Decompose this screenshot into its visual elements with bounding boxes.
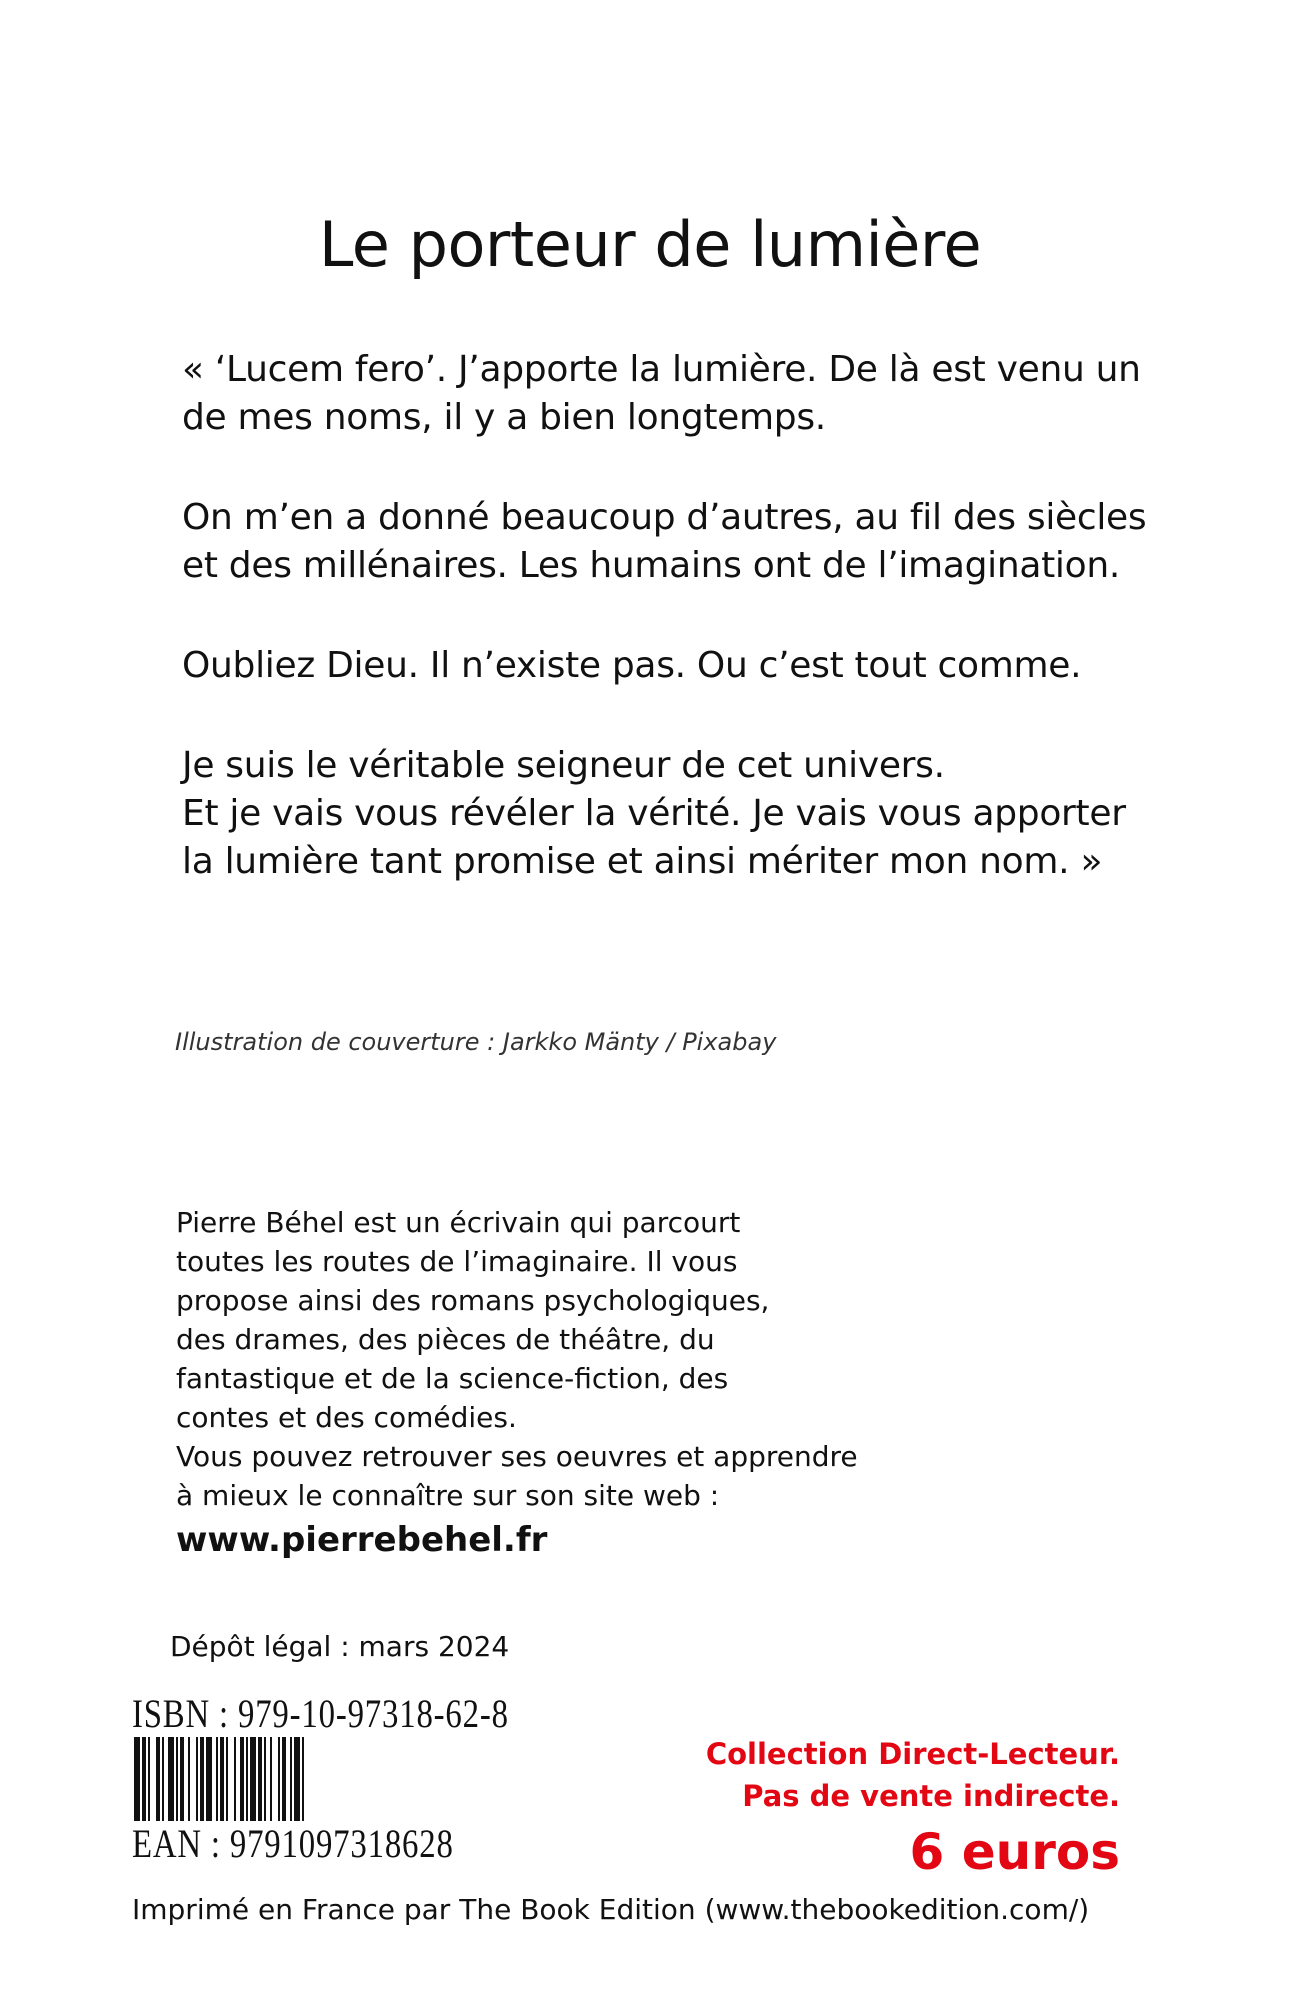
bio-line: à mieux le connaître sur son site web :: [176, 1479, 720, 1512]
printer-notice: Imprimé en France par The Book Edition (www.thebookedition.com/): [132, 1893, 1090, 1926]
blurb-line: et des millénaires. Les humains ont de l’imagination.: [182, 545, 1121, 586]
book-title: Le porteur de lumière: [318, 208, 982, 281]
blurb-line: « ‘Lucem fero’. J’apporte la lumière. De là est venu un: [182, 349, 1141, 390]
bio-line: Vous pouvez retrouver ses oeuvres et apprendre: [176, 1440, 858, 1473]
blurb-line: la lumière tant promise et ainsi mériter mon nom. »: [182, 841, 1103, 882]
bio-line: des drames, des pièces de théâtre, du: [176, 1323, 715, 1356]
bio-line: toutes les routes de l’imaginaire. Il vous: [176, 1245, 738, 1278]
blurb-paragraph: [182, 346, 1182, 442]
author-bio: [176, 1203, 858, 1515]
price: 6 euros: [909, 1823, 1120, 1881]
blurb-line: de mes noms, il y a bien longtemps.: [182, 397, 826, 438]
isbn-number: ISBN : 979-10-97318-62-8: [132, 1691, 509, 1736]
blurb-line: On m’en a donné beaucoup d’autres, au fil des siècles: [182, 497, 1147, 538]
bio-line: contes et des comédies.: [176, 1401, 517, 1434]
author-website: www.pierrebehel.fr: [176, 1520, 548, 1560]
collection-notice: [706, 1733, 1120, 1817]
bio-line: propose ainsi des romans psychologiques,: [176, 1284, 770, 1317]
blurb-line: Je suis le véritable seigneur de cet univers.: [182, 745, 945, 786]
blurb-paragraph: [182, 642, 1182, 690]
blurb-paragraph: [182, 742, 1182, 886]
ean-number: EAN : 9791097318628: [132, 1821, 454, 1866]
legal-deposit: Dépôt légal : mars 2024: [170, 1630, 510, 1663]
bio-line: fantastique et de la science-fiction, des: [176, 1362, 729, 1395]
collection-line: Collection Direct-Lecteur.: [705, 1737, 1120, 1771]
blurb: [182, 346, 1182, 938]
barcode-icon: [134, 1737, 464, 1821]
blurb-paragraph: [182, 494, 1182, 590]
collection-line: Pas de vente indirecte.: [742, 1779, 1120, 1813]
blurb-line: Oubliez Dieu. Il n’existe pas. Ou c’est tout comme.: [182, 645, 1082, 686]
blurb-line: Et je vais vous révéler la vérité. Je vais vous apporter: [182, 793, 1126, 834]
illustration-credit: Illustration de couverture : Jarkko Mänty / Pixabay: [175, 1028, 777, 1056]
bio-line: Pierre Béhel est un écrivain qui parcourt: [176, 1206, 741, 1239]
